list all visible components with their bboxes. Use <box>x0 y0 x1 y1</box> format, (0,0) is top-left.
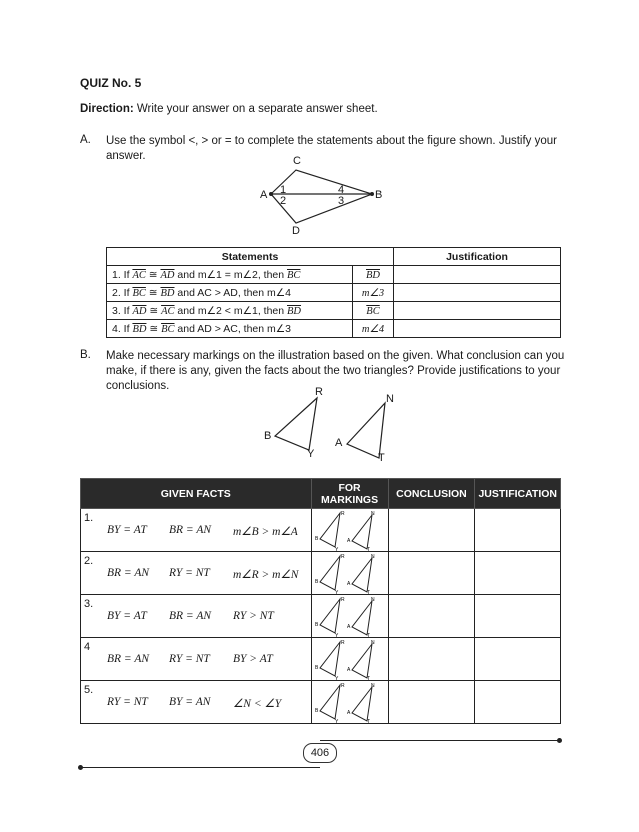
fig-b-label-r: R <box>315 386 323 398</box>
section-a-instruction: Use the symbol <, > or = to complete the statements about the figure shown. Justify your answer. <box>106 135 557 162</box>
mini-label-a: A <box>346 581 350 587</box>
fact-2: BY = AN <box>169 696 211 708</box>
markings-cell[interactable] <box>311 681 388 724</box>
fact-1: BY = AT <box>107 524 147 536</box>
mini-label-r: R <box>340 511 345 517</box>
fig-a-label-d: D <box>292 225 300 237</box>
row-number: 1. <box>84 512 94 524</box>
answer-cell: $\overline{BC}$ <box>353 302 394 320</box>
fact-3: BY > AT <box>233 653 273 665</box>
justification-cell[interactable] <box>475 681 561 724</box>
statement-cell: 1. If $\overline{AC}$ ≅ $\overline{AD}$ and m∠1 = m∠2, then $\overline{BC}$ <box>107 266 353 284</box>
fig-a-angle-3: 3 <box>338 195 345 207</box>
mini-label-y: Y <box>334 547 338 551</box>
fact-3: RY > NT <box>233 610 274 622</box>
mini-label-t: T <box>366 719 370 723</box>
mini-label-n: N <box>370 597 375 603</box>
justification-cell[interactable] <box>475 638 561 681</box>
quiz-title: QUIZ No. 5 <box>80 76 142 90</box>
statement-cell: 4. If $\overline{BD}$ ≅ $\overline{BC}$ and AD > AC, then m∠3 <box>107 320 353 338</box>
footer-line-left <box>80 767 320 768</box>
table-row <box>107 302 561 320</box>
direction-label: Direction: <box>80 103 134 115</box>
justification-cell[interactable] <box>475 509 561 552</box>
justification-cell[interactable] <box>394 302 561 320</box>
markings-cell[interactable] <box>311 638 388 681</box>
fact-3: m∠R > m∠N <box>233 569 299 581</box>
row-number: 4 <box>84 641 91 653</box>
statements-header: Statements <box>107 248 394 266</box>
mini-label-y: Y <box>334 719 338 723</box>
answer-cell: $\overline{BD}$ <box>353 266 394 284</box>
conclusion-cell[interactable] <box>388 509 475 552</box>
fact-1: BY = AT <box>107 610 147 622</box>
mini-label-n: N <box>370 554 375 560</box>
mini-label-a: A <box>346 667 350 673</box>
fact-1: BR = AN <box>107 653 150 665</box>
fig-a-angle-4: 4 <box>338 184 345 196</box>
statement-cell: 3. If $\overline{AD}$ ≅ $\overline{AC}$ and m∠2 < m∠1, then $\overline{BD}$ <box>107 302 353 320</box>
markings-cell[interactable] <box>311 595 388 638</box>
fact-2: RY = NT <box>169 653 210 665</box>
markings-cell[interactable] <box>311 509 388 552</box>
fact-1: RY = NT <box>107 696 148 708</box>
fig-a-label-c: C <box>293 155 301 167</box>
row-number: 3. <box>84 598 94 610</box>
justification-cell[interactable] <box>394 266 561 284</box>
mini-label-n: N <box>370 683 375 689</box>
mini-label-t: T <box>366 633 370 637</box>
footer-line-right <box>320 740 560 741</box>
mini-label-r: R <box>340 683 345 689</box>
given-facts-cell <box>81 681 312 724</box>
mini-label-b: B <box>314 536 318 542</box>
mini-label-a: A <box>346 538 350 544</box>
justification-header: JUSTIFICATION <box>475 479 561 509</box>
fig-b-label-a: A <box>335 437 343 449</box>
mini-label-r: R <box>340 640 345 646</box>
mini-label-n: N <box>370 640 375 646</box>
table-row <box>81 681 561 724</box>
conclusion-cell[interactable] <box>388 681 475 724</box>
given-facts-cell <box>81 552 312 595</box>
conclusion-cell[interactable] <box>388 595 475 638</box>
statements-table <box>106 247 561 338</box>
page-number: 406 <box>303 743 337 763</box>
conclusion-cell[interactable] <box>388 552 475 595</box>
answer-cell: m∠3 <box>353 284 394 302</box>
table-row <box>107 320 561 338</box>
fig-a-angle-2: 2 <box>280 195 287 207</box>
section-b-instruction: Make necessary markings on the illustration based on the given. What conclusion can you make, if there is any, given the facts about the two triangles? Provide justifications to your conclusions. <box>106 350 565 392</box>
given-facts-cell <box>81 638 312 681</box>
justification-header: Justification <box>394 248 561 266</box>
mini-label-t: T <box>366 547 370 551</box>
mini-label-a: A <box>346 624 350 630</box>
mini-label-y: Y <box>334 633 338 637</box>
table-row <box>107 284 561 302</box>
justification-cell[interactable] <box>475 595 561 638</box>
table-row <box>81 638 561 681</box>
mini-label-r: R <box>340 554 345 560</box>
statement-cell: 2. If $\overline{BC}$ ≅ $\overline{BD}$ and AC > AD, then m∠4 <box>107 284 353 302</box>
direction-text: Write your answer on a separate answer sheet. <box>133 103 378 115</box>
mini-label-t: T <box>366 590 370 594</box>
conclusion-cell[interactable] <box>388 638 475 681</box>
direction <box>80 103 378 115</box>
fact-2: BR = AN <box>169 524 212 536</box>
justification-cell[interactable] <box>394 284 561 302</box>
given-facts-table <box>80 478 561 724</box>
for-markings-header: FOR MARKINGS <box>311 479 388 509</box>
section-a-letter: A. <box>80 134 91 146</box>
given-facts-cell <box>81 509 312 552</box>
mini-label-n: N <box>370 511 375 517</box>
given-facts-cell <box>81 595 312 638</box>
section-b-letter: B. <box>80 349 91 361</box>
fig-b-label-n: N <box>386 393 394 405</box>
table-row <box>81 509 561 552</box>
given-facts-header: GIVEN FACTS <box>81 479 312 509</box>
answer-cell: m∠4 <box>353 320 394 338</box>
mini-label-b: B <box>314 708 318 714</box>
justification-cell[interactable] <box>475 552 561 595</box>
fig-a-label-a: A <box>260 189 268 201</box>
fact-1: BR = AN <box>107 567 150 579</box>
figure-b-triangles <box>265 390 395 465</box>
fig-a-label-b: B <box>375 189 383 201</box>
footer-dot-left <box>78 765 83 770</box>
mini-label-b: B <box>314 665 318 671</box>
mini-triangles <box>312 681 382 723</box>
markings-cell[interactable] <box>311 552 388 595</box>
fig-b-label-t: T <box>378 452 385 464</box>
mini-label-b: B <box>314 622 318 628</box>
fact-3: m∠B > m∠A <box>233 526 298 538</box>
table-row <box>81 552 561 595</box>
row-number: 2. <box>84 555 94 567</box>
mini-triangles <box>312 552 382 594</box>
justification-cell[interactable] <box>394 320 561 338</box>
row-number: 5. <box>84 684 94 696</box>
mini-triangles <box>312 638 382 680</box>
fact-3: ∠N < ∠Y <box>233 698 282 710</box>
mini-triangles <box>312 595 382 637</box>
fig-a-angle-1: 1 <box>280 184 287 196</box>
fact-2: BR = AN <box>169 610 212 622</box>
mini-label-t: T <box>366 676 370 680</box>
fig-b-label-y: Y <box>307 448 315 460</box>
table-row <box>107 266 561 284</box>
mini-label-a: A <box>346 710 350 716</box>
mini-label-r: R <box>340 597 345 603</box>
fig-b-label-b: B <box>264 430 272 442</box>
mini-label-y: Y <box>334 676 338 680</box>
mini-label-y: Y <box>334 590 338 594</box>
mini-label-b: B <box>314 579 318 585</box>
table-row <box>81 595 561 638</box>
fact-2: RY = NT <box>169 567 210 579</box>
mini-triangles <box>312 509 382 551</box>
footer-dot-right <box>557 738 562 743</box>
conclusion-header: CONCLUSION <box>388 479 475 509</box>
